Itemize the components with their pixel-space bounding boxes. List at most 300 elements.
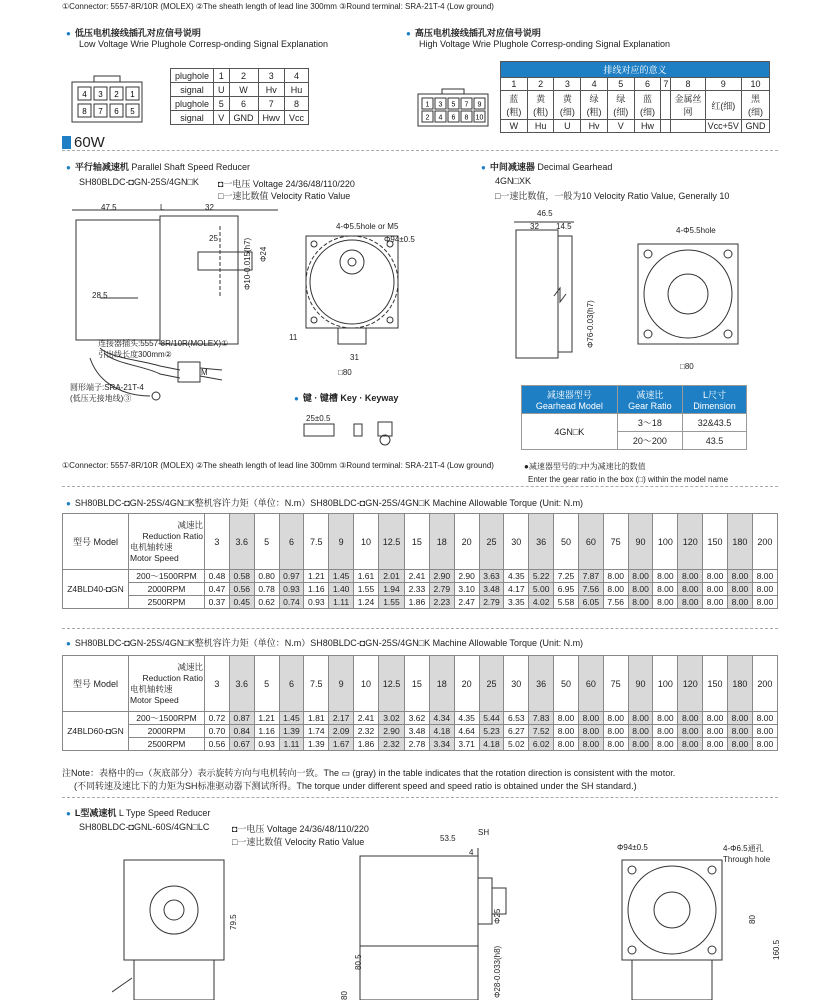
ratio-header: 180 (727, 514, 752, 570)
motor-cn: 电机轴转速 (130, 683, 173, 694)
low-signal-table (170, 68, 309, 125)
torque-value-cell: 8.00 (678, 712, 703, 725)
torque-speed-cell: 200～1500RPM (129, 712, 205, 725)
plug-pin-label: 1 (425, 101, 430, 109)
hv-numbers-cell: 6 (634, 78, 661, 91)
torque-value-cell: 0.48 (205, 570, 230, 583)
ratio-header: 12.5 (378, 656, 404, 712)
torque-value-cell: 0.56 (205, 738, 230, 751)
signal-cell: signal (171, 83, 214, 97)
signal-cell: U (214, 83, 230, 97)
l-type-title-cn: L型减速机 (74, 808, 117, 818)
plug-pin-label: 7 (464, 101, 469, 109)
torque-value-cell: 8.00 (653, 596, 678, 609)
hv-numbers-cell: 7 (661, 78, 671, 91)
torque-value-cell: 8.00 (678, 583, 703, 596)
ratio-header: 6 (279, 514, 304, 570)
torque-model-cell: Z4BLD40-◘GN (63, 570, 129, 609)
ratio-header: 50 (554, 656, 579, 712)
legend-top: ①Connector: 5557-8R/10R (MOLEX) ②The sheath length of lead line 300mm ③Round terminal: SRA-21T-4 (Low ground) (62, 2, 494, 11)
torque-value-cell: 3.10 (454, 583, 479, 596)
torque-value-cell: 5.22 (529, 570, 554, 583)
plug-pin-label: 7 (98, 107, 103, 116)
torque-value-cell: 1.11 (279, 738, 304, 751)
ratio-header: 60 (578, 656, 603, 712)
torque-value-cell: 0.74 (279, 596, 304, 609)
signal-cell: Hv (258, 83, 285, 97)
torque-value-cell: 1.81 (304, 712, 329, 725)
lead-note: 引出线长度300mm② (98, 350, 172, 359)
torque-value-cell: 8.00 (678, 596, 703, 609)
decimal-side-drawing (506, 216, 586, 366)
hv-meaning-cell: 蓝(细) (634, 91, 661, 120)
torque-40-title: ● SH80BLDC-◘GN-25S/4GN□K整机容许力矩（单位：N.m）SH80BLDC-◘GN-25S/4GN□K Machine Allowable Torque (Unit: N.m) (66, 496, 583, 509)
reduction-cn: 减速比 (177, 519, 203, 530)
dim-14-5: 14.5 (556, 222, 572, 231)
plug-pin-label: 2 (114, 90, 119, 99)
hv-signal-cell (661, 120, 671, 133)
gear-header-en: Dimension (693, 401, 736, 411)
torque-value-cell: 6.27 (504, 725, 529, 738)
torque-header-row (63, 656, 778, 712)
gear-note-en: Enter the gear ratio in the box (□) within the model name (528, 475, 729, 484)
torque-value-cell: 8.00 (603, 712, 628, 725)
torque-value-cell: 8.00 (752, 725, 777, 738)
dim-25: 25 (209, 234, 218, 243)
torque-value-cell: 1.55 (354, 583, 379, 596)
ratio-header: 6 (279, 656, 304, 712)
gear-table (521, 385, 747, 450)
dim-32b: 32 (530, 222, 539, 231)
signal-cell: Hwv (258, 111, 285, 125)
torque-value-cell: 2.09 (329, 725, 354, 738)
torque-value-cell: 2.41 (405, 570, 430, 583)
low-voltage-subtitle: Low Voltage Wrie Plughole Corresp-onding Signal Explanation (79, 39, 328, 49)
ratio-header: 7.5 (304, 656, 329, 712)
plug-pin-label: 6 (114, 107, 119, 116)
torque-value-cell: 5.02 (504, 738, 529, 751)
torque-value-cell: 0.97 (279, 570, 304, 583)
dim-28-5: 28.5 (92, 291, 108, 300)
ratio-header: 18 (429, 656, 454, 712)
torque-value-cell: 4.18 (479, 738, 504, 751)
signal-cell: V (214, 111, 230, 125)
ratio-header: 150 (703, 514, 728, 570)
torque-value-cell: 8.00 (554, 712, 579, 725)
l-type-side-drawing (350, 848, 510, 1000)
signal-cell: 8 (285, 97, 309, 111)
l-dim-53-5: 53.5 (440, 834, 456, 843)
ratio-header: 9 (329, 656, 354, 712)
hv-meaning-cell (661, 91, 671, 120)
terminal-note: 圆形端子:SRA-21T-4 (70, 383, 144, 392)
reduction-en: Reduction Ratio (142, 530, 203, 541)
ratio-header: 10 (354, 656, 379, 712)
hv-numbers-cell: 5 (607, 78, 634, 91)
torque-model-header: 型号 Model (63, 514, 129, 570)
torque-value-cell: 4.35 (454, 712, 479, 725)
ratio-header: 90 (628, 514, 653, 570)
torque-value-cell: 0.62 (254, 596, 279, 609)
signal-cell: 3 (258, 69, 285, 83)
terminal-note-2: (低压无接地线)③ (70, 394, 132, 403)
ratio-header: 180 (727, 656, 752, 712)
hv-signal-cell: W (501, 120, 528, 133)
dim-11: 11 (289, 333, 298, 342)
gear-ratio-2: 20～200 (617, 432, 682, 450)
motor-en: Motor Speed (130, 552, 179, 563)
dim-phi10: Φ10-0.015(h7) (243, 237, 252, 290)
high-voltage-title: ● 高压电机接线插孔对应信号说明 (406, 26, 541, 39)
torque-speed-cell: 2500RPM (129, 738, 205, 751)
torque-value-cell: 8.00 (703, 570, 728, 583)
torque-value-cell: 8.00 (554, 725, 579, 738)
torque-value-cell: 1.74 (304, 725, 329, 738)
l-type-code: SH80BLDC-◘GNL-60S/4GN□LC (79, 822, 210, 832)
hv-meaning-cell: 金属丝网 (671, 91, 705, 120)
torque-value-cell: 3.48 (405, 725, 430, 738)
torque-value-cell: 8.00 (628, 596, 653, 609)
torque-value-cell: 8.00 (628, 712, 653, 725)
hv-meaning-cell: 绿(粗) (581, 91, 608, 120)
hv-numbers-cell: 10 (741, 78, 769, 91)
torque-row (63, 712, 778, 725)
gear-model-cell: 4GN□K (522, 414, 618, 450)
torque-value-cell: 6.53 (504, 712, 529, 725)
parallel-model-code: SH80BLDC-◘GN-25S/4GN□K (79, 177, 199, 187)
hv-numbers-cell: 1 (501, 78, 528, 91)
plug-pin-label: 8 (464, 114, 469, 122)
torque-value-cell: 1.45 (279, 712, 304, 725)
signal-cell: W (229, 83, 258, 97)
connector-note: 连接器插头:5557-8R/10R(MOLEX)① (98, 339, 229, 348)
torque-value-cell: 8.00 (752, 738, 777, 751)
dim-phi24: Φ24 (259, 246, 268, 262)
torque-value-cell: 1.11 (329, 596, 354, 609)
gear-header-cell (682, 386, 746, 414)
l-dim-through: Through hole (723, 855, 771, 864)
plug-pin-label: 3 (98, 90, 103, 99)
decimal-front-drawing (630, 236, 742, 360)
gear-header-cn: 减速比 (636, 390, 664, 400)
torque-value-cell: 0.84 (229, 725, 254, 738)
hv-signal-cell: V (607, 120, 634, 133)
gear-header-cn: 减速器型号 (546, 390, 592, 400)
decimal-title-cn: 中间减速器 (489, 162, 535, 172)
signal-cell: signal (171, 111, 214, 125)
divider (62, 150, 778, 151)
hv-meaning-cell: 黑(细) (741, 91, 769, 120)
plug-pin-label: 1 (130, 90, 135, 99)
signal-cell: 2 (229, 69, 258, 83)
ratio-header: 20 (454, 514, 479, 570)
decimal-title-en: Decimal Gearhead (537, 162, 613, 172)
signal-cell: 7 (258, 97, 285, 111)
torque-value-cell: 5.23 (479, 725, 504, 738)
torque-value-cell: 1.21 (254, 712, 279, 725)
l-dim-80-5: 80.5 (354, 954, 363, 970)
plug-pin-label: 5 (130, 107, 135, 116)
torque-value-cell: 8.00 (578, 738, 603, 751)
torque-value-cell: 8.00 (603, 725, 628, 738)
dim-47-5: 47.5 (101, 203, 117, 212)
torque-speed-cell: 2000RPM (129, 583, 205, 596)
l-type-ratio: □一速比数值 Velocity Ratio Value (232, 837, 365, 847)
motor-cn: 电机轴转速 (130, 541, 173, 552)
key-title: ● 键 · 键槽 Key · Keyway (294, 391, 398, 404)
torque-value-cell: 2.78 (405, 738, 430, 751)
torque-value-cell: 8.00 (727, 596, 752, 609)
ratio-header: 10 (354, 514, 379, 570)
gear-ratio-1: 3～18 (617, 414, 682, 432)
torque-value-cell: 3.48 (479, 583, 504, 596)
ratio-header: 90 (628, 656, 653, 712)
parallel-title-cn: 平行轴减速机 (74, 162, 129, 172)
torque-value-cell: 8.00 (752, 596, 777, 609)
signal-row (171, 69, 309, 83)
ratio-header: 18 (429, 514, 454, 570)
gear-dim-2: 43.5 (682, 432, 746, 450)
torque-value-cell: 8.00 (578, 712, 603, 725)
torque-value-cell: 8.00 (628, 725, 653, 738)
ratio-header: 5 (254, 514, 279, 570)
hv-numbers-cell: 9 (705, 78, 741, 91)
torque-value-cell: 1.24 (354, 596, 379, 609)
torque-value-cell: 4.34 (429, 712, 454, 725)
torque-value-cell: 8.00 (703, 583, 728, 596)
torque-value-cell: 8.00 (727, 570, 752, 583)
torque-value-cell: 8.00 (678, 570, 703, 583)
torque-value-cell: 7.83 (529, 712, 554, 725)
torque-60-title: ● SH80BLDC-◘GN-25S/4GN□K整机容许力矩（单位：N.m）SH80BLDC-◘GN-25S/4GN□K Machine Allowable Torque (Unit: N.m) (66, 636, 583, 649)
section-marker (62, 136, 71, 149)
hv-signal-cell: Hu (527, 120, 554, 133)
torque-value-cell: 2.90 (378, 725, 404, 738)
l-dim-SH: SH (478, 828, 490, 837)
ratio-header: 36 (529, 514, 554, 570)
high-signal-header: 排线对应的意义 (501, 62, 770, 78)
signal-cell: plughole (171, 97, 214, 111)
torque-value-cell: 0.80 (254, 570, 279, 583)
hv-numbers-cell: 3 (554, 78, 581, 91)
torque-value-cell: 1.94 (378, 583, 404, 596)
torque-value-cell: 8.00 (703, 725, 728, 738)
torque-model-cell: Z4BLD60-◘GN (63, 712, 129, 751)
signal-row (171, 83, 309, 97)
ratio-header: 75 (603, 656, 628, 712)
hv-numbers-cell: 8 (671, 78, 705, 91)
torque-value-cell: 8.00 (653, 570, 678, 583)
torque-value-cell: 6.95 (554, 583, 579, 596)
torque-value-cell: 7.87 (578, 570, 603, 583)
torque-value-cell: 2.41 (354, 712, 379, 725)
ratio-header: 15 (405, 656, 430, 712)
torque-value-cell: 4.64 (454, 725, 479, 738)
torque-value-cell: 1.86 (405, 596, 430, 609)
signal-cell: 5 (214, 97, 230, 111)
torque-table-40 (62, 513, 778, 609)
ratio-header: 3.6 (229, 514, 254, 570)
torque-value-cell: 1.39 (304, 738, 329, 751)
torque-value-cell: 2.23 (429, 596, 454, 609)
dim-M: M (201, 368, 208, 377)
ratio-header: 9 (329, 514, 354, 570)
torque-value-cell: 8.00 (653, 712, 678, 725)
hv-meaning-cell: 绿(细) (607, 91, 634, 120)
gear-header-cn: L尺寸 (702, 390, 726, 400)
gear-header-cell (522, 386, 618, 414)
gear-dim-1: 32&43.5 (682, 414, 746, 432)
torque-value-cell: 1.40 (329, 583, 354, 596)
torque-row (63, 596, 778, 609)
torque-value-cell: 2.47 (454, 596, 479, 609)
ratio-header: 200 (752, 656, 777, 712)
l-type-title (66, 806, 210, 819)
ratio-header: 3 (205, 514, 230, 570)
torque-value-cell: 6.05 (578, 596, 603, 609)
decimal-code: 4GN□XK (495, 176, 531, 186)
ratio-header: 36 (529, 656, 554, 712)
torque-value-cell: 0.67 (229, 738, 254, 751)
torque-value-cell: 2.90 (429, 570, 454, 583)
torque-value-cell: 8.00 (727, 725, 752, 738)
dim-phi94: Φ94±0.5 (384, 235, 415, 244)
dim-32: 32 (205, 203, 214, 212)
hv-numbers-cell: 2 (527, 78, 554, 91)
torque-value-cell: 1.67 (329, 738, 354, 751)
torque-value-cell: 3.02 (378, 712, 404, 725)
l-dim-phi94: Φ94±0.5 (617, 843, 648, 852)
torque-value-cell: 7.52 (529, 725, 554, 738)
hv-meaning-cell: 黄(细) (554, 91, 581, 120)
signal-cell: 1 (214, 69, 230, 83)
torque-value-cell: 0.56 (229, 583, 254, 596)
l-dim-160-5: 160.5 (772, 939, 781, 960)
torque-value-cell: 2.79 (429, 583, 454, 596)
torque-value-cell: 2.17 (329, 712, 354, 725)
dim-hole-4b: 4-Φ5.5hole (676, 226, 716, 235)
torque-speed-header (129, 514, 205, 570)
hv-meaning-cell: 红(细) (705, 91, 741, 120)
torque-value-cell: 3.34 (429, 738, 454, 751)
dim-L: L (160, 203, 165, 212)
dim-hole-4: 4-Φ5.5hole or M5 (336, 222, 399, 231)
gear-header-en: Gearhead Model (535, 401, 603, 411)
l-dim-80b: 80 (748, 915, 757, 924)
ratio-header: 100 (653, 656, 678, 712)
plug-pin-label: 2 (425, 114, 430, 122)
parallel-title-en: Parallel Shaft Speed Reducer (131, 162, 250, 172)
low-voltage-plug-drawing (70, 74, 146, 126)
signal-row (171, 111, 309, 125)
torque-row (63, 570, 778, 583)
gear-header-en: Gear Ratio (628, 401, 672, 411)
torque-value-cell: 0.70 (205, 725, 230, 738)
torque-value-cell: 1.16 (304, 583, 329, 596)
motor-en: Motor Speed (130, 694, 179, 705)
l-dim-80: 80 (340, 991, 349, 1000)
torque-value-cell: 8.00 (727, 712, 752, 725)
torque-value-cell: 8.00 (727, 583, 752, 596)
divider (62, 628, 778, 629)
ratio-header: 7.5 (304, 514, 329, 570)
l-dim-79-5: 79.5 (229, 914, 238, 930)
signal-row (171, 97, 309, 111)
torque-value-cell: 8.00 (727, 738, 752, 751)
ratio-header: 25 (479, 656, 504, 712)
decimal-title (481, 160, 612, 173)
torque-value-cell: 5.00 (529, 583, 554, 596)
plug-pin-label: 4 (82, 90, 87, 99)
torque-value-cell: 8.00 (603, 738, 628, 751)
torque-row (63, 583, 778, 596)
ratio-header: 75 (603, 514, 628, 570)
ratio-header: 3.6 (229, 656, 254, 712)
torque-value-cell: 0.93 (304, 596, 329, 609)
torque-row (63, 738, 778, 751)
torque-speed-header (129, 656, 205, 712)
torque-table-60 (62, 655, 778, 751)
low-voltage-title: ● 低压电机接线插孔对应信号说明 (66, 26, 201, 39)
torque-value-cell: 1.86 (354, 738, 379, 751)
torque-model-header: 型号 Model (63, 656, 129, 712)
torque-value-cell: 3.62 (405, 712, 430, 725)
torque-value-cell: 8.00 (678, 725, 703, 738)
torque-value-cell: 0.78 (254, 583, 279, 596)
ratio-header: 30 (504, 656, 529, 712)
parallel-shaft-front-drawing (296, 228, 404, 370)
ratio-note: □一速比数值 Velocity Ratio Value (218, 191, 351, 201)
plug-pin-label: 5 (451, 101, 456, 109)
torque-value-cell: 8.00 (678, 738, 703, 751)
high-voltage-subtitle: High Voltage Wrie Plughole Corresp-onding Signal Explanation (419, 39, 670, 49)
torque-value-cell: 8.00 (603, 583, 628, 596)
l-dim-4: 4 (469, 848, 474, 857)
torque-value-cell: 3.35 (504, 596, 529, 609)
ratio-header: 30 (504, 514, 529, 570)
torque-value-cell: 8.00 (653, 583, 678, 596)
divider (62, 486, 778, 487)
high-voltage-plug-drawing (416, 88, 492, 128)
hv-signal-cell: Hv (581, 120, 608, 133)
torque-value-cell: 8.00 (703, 596, 728, 609)
section-60w-title: 60W (74, 134, 105, 151)
decimal-note: □一速比数值，一般为10 Velocity Ratio Value, Generally 10 (495, 191, 730, 201)
torque-header-row (63, 514, 778, 570)
divider (62, 797, 778, 798)
hv-signal-cell: U (554, 120, 581, 133)
ratio-header: 50 (554, 514, 579, 570)
torque-value-cell: 5.58 (554, 596, 579, 609)
ratio-header: 12.5 (378, 514, 404, 570)
hv-signal-cell: Hw (634, 120, 661, 133)
reduction-en: Reduction Ratio (142, 672, 203, 683)
torque-value-cell: 1.21 (304, 570, 329, 583)
key-25: 25±0.5 (306, 414, 331, 423)
torque-row (63, 725, 778, 738)
l-type-flange-drawing (616, 850, 726, 1000)
legend-mid: ①Connector: 5557-8R/10R (MOLEX) ②The sheath length of lead line 300mm ③Round terminal: SRA-21T-4 (Low ground) (62, 461, 494, 470)
torque-value-cell: 1.61 (354, 570, 379, 583)
torque-value-cell: 1.45 (329, 570, 354, 583)
high-signal-table (500, 61, 770, 133)
torque-value-cell: 7.56 (603, 596, 628, 609)
ratio-header: 25 (479, 514, 504, 570)
plug-pin-label: 4 (438, 114, 443, 122)
torque-value-cell: 6.02 (529, 738, 554, 751)
torque-value-cell: 8.00 (554, 738, 579, 751)
voltage-note: ◘一电压 Voltage 24/36/48/110/220 (218, 179, 355, 189)
